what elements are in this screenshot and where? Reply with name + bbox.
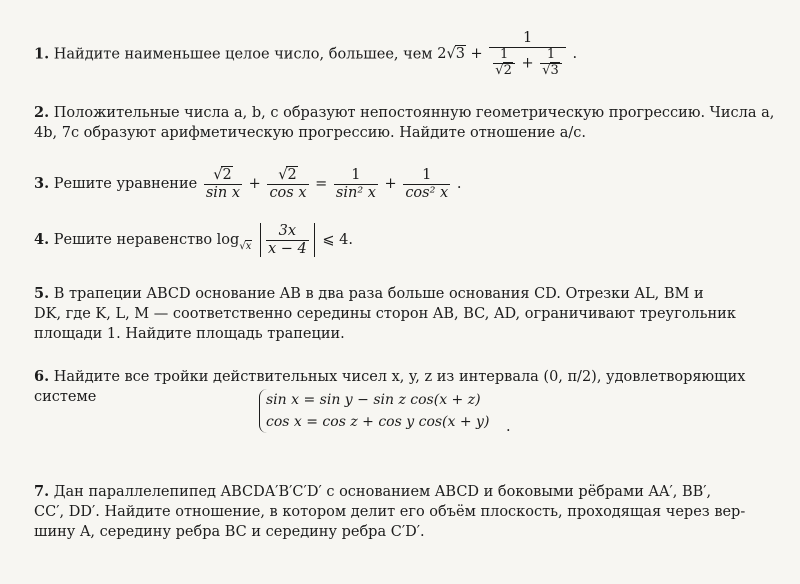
math-expression: $\log_{√x}$ $\frac{3x}{x - 4}$ ⩽ 4. <box>216 223 353 257</box>
fraction: $\frac{1}{\text{sin² x}}$ <box>335 167 376 201</box>
problem-2 <box>34 103 775 143</box>
problem-number: 4. <box>34 231 50 249</box>
problem-6: 6. Найдите все тройки действительных чисел x, y, z из интервала (0, π/2), удовлетворяющих системе sin x = sin y − sin z cos(x + z) cos x = cos z + cos y cos(x + y) . <box>34 367 760 457</box>
problem-number: 5. <box>34 285 50 302</box>
fraction: $\frac{3x}{x - 4}$ <box>267 223 307 257</box>
problem-number: 7. <box>34 483 50 500</box>
problem-1 <box>34 30 760 79</box>
math-expression: $\frac{√2}{\text{sin x}}$ + $\frac{√2}{\text{cos x}}$ = $\frac{1}{\text{sin² x}}$ + $\frac{1}{\text{cos² x}}$ . <box>205 167 462 201</box>
problem-text: системе <box>34 389 97 405</box>
problem-3 <box>34 167 760 201</box>
math-expression: 2√3 + 1 $\frac{1}{√2}$ + $\frac{1}{√3}$ . <box>437 30 578 78</box>
problem-number: 6. <box>34 368 50 385</box>
equation: sin x = sin y − sin z cos(x + z) <box>266 392 481 408</box>
fraction: $\frac{1}{√2}$ <box>493 48 515 79</box>
problem-text: Решите уравнение <box>53 176 198 193</box>
problem-text: Найдите наименьшее целое число, большее, чем <box>53 46 433 63</box>
problem-text: Дан параллелепипед ABCDA′B′C′D′ с основанием ABCD и боковыми рёбрами AA′, BB′, <box>53 484 712 500</box>
problem-text: площади 1. Найдите площадь трапеции. <box>34 326 345 342</box>
absolute-value <box>260 223 315 257</box>
problem-text: CC′, DD′. Найдите отношение, в котором делит его объём плоскость, проходящая через вер- <box>34 504 746 520</box>
problem-text: Решите неравенство <box>53 232 213 249</box>
problem-number: 1. <box>34 45 50 63</box>
problem-1-line <box>34 30 760 79</box>
problem-5 <box>34 284 760 344</box>
problem-4 <box>34 223 760 257</box>
fraction: 1 $\frac{1}{√2}$ + $\frac{1}{√3}$ <box>489 30 566 79</box>
problem-text: Положительные числа a, b, c образуют непостоянную геометрическую прогрессию. Числа a, <box>53 105 775 121</box>
problem-number: 3. <box>34 175 50 193</box>
fraction: $\frac{1}{√3}$ <box>540 48 562 79</box>
fraction: $\frac{√2}{\text{sin x}}$ <box>205 167 241 201</box>
sqrt-symbol: √3 <box>446 46 465 63</box>
equation: cos x = cos z + cos y cos(x + y) <box>266 414 490 430</box>
problem-text: Найдите все тройки действительных чисел x, y, z из интервала (0, π/2), удовлетворяющих <box>53 369 746 385</box>
fraction: $\frac{1}{\text{cos² x}}$ <box>405 167 449 201</box>
problem-text: шину A, середину ребра BC и середину ребра C′D′. <box>34 524 425 540</box>
problem-text: 4b, 7c образуют арифметическую прогрессию. Найдите отношение a/c. <box>34 125 586 141</box>
problem-7 <box>34 482 760 542</box>
problem-text: В трапеции ABCD основание AB в два раза больше основания CD. Отрезки AL, BM и <box>53 286 704 302</box>
problem-text: DK, где K, L, M — соответственно середины сторон AB, BC, AD, ограничивают треугольник <box>34 306 736 322</box>
equation-system <box>259 389 489 433</box>
fraction: $\frac{√2}{\text{cos x}}$ <box>269 167 307 201</box>
problem-number: 2. <box>34 104 50 121</box>
